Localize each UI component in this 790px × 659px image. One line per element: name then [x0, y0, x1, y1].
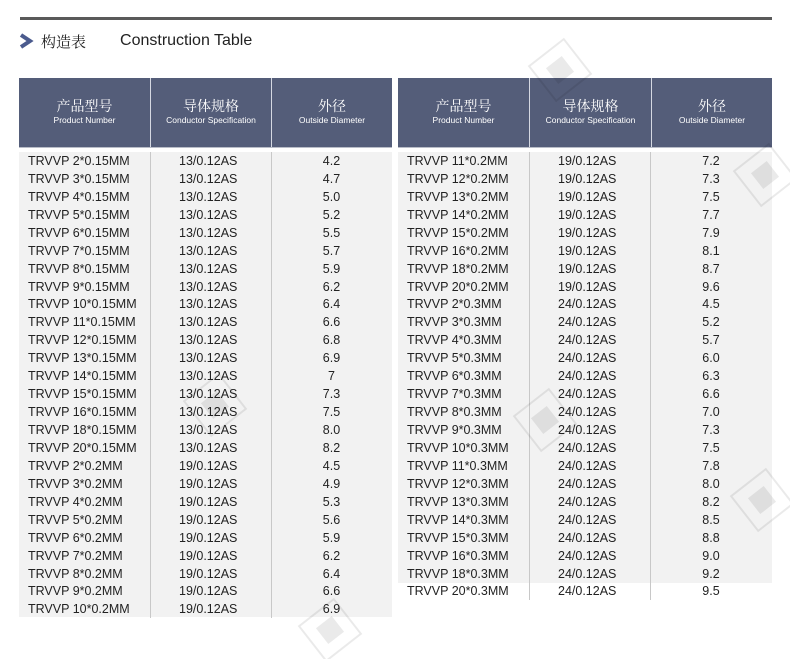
- product-number-cell: TRVVP 3*0.3MM: [407, 315, 502, 330]
- conductor-spec-cell: 19/0.12AS: [179, 458, 238, 473]
- conductor-spec-cell: 13/0.12AS: [179, 405, 238, 420]
- product-number-cell: TRVVP 11*0.2MM: [407, 153, 508, 168]
- column-header-en: Outside Diameter: [678, 115, 746, 125]
- outside-diameter-cell: 6.6: [322, 584, 341, 599]
- product-number-cell: TRVVP 7*0.2MM: [28, 548, 123, 563]
- table-row: [19, 439, 392, 457]
- conductor-spec-cell: 13/0.12AS: [179, 261, 238, 276]
- column-header-en: Product Number: [53, 115, 116, 125]
- conductor-spec-cell: 24/0.12AS: [558, 387, 617, 402]
- outside-diameter-cell: 5.6: [322, 512, 341, 527]
- outside-diameter-cell: 8.0: [322, 423, 341, 438]
- product-number-cell: TRVVP 7*0.3MM: [407, 387, 502, 402]
- conductor-spec-cell: 24/0.12AS: [558, 512, 617, 527]
- conductor-spec-cell: 19/0.12AS: [179, 530, 238, 545]
- table-row: [398, 188, 772, 206]
- product-number-cell: TRVVP 6*0.3MM: [407, 369, 502, 384]
- product-number-cell: TRVVP 2*0.2MM: [28, 458, 123, 473]
- table-row: [398, 385, 772, 403]
- conductor-spec-cell: 13/0.12AS: [179, 243, 238, 258]
- table-row: [19, 565, 392, 583]
- conductor-spec-cell: 24/0.12AS: [558, 566, 617, 581]
- column-divider: [529, 152, 530, 600]
- conductor-spec-cell: 19/0.12AS: [179, 548, 238, 563]
- table-row: [19, 600, 392, 618]
- column-header-cn: 产品型号: [56, 99, 113, 115]
- table-row: [398, 511, 772, 529]
- section-header: [18, 30, 252, 52]
- table-row: [19, 511, 392, 529]
- product-number-cell: TRVVP 6*0.15MM: [28, 225, 130, 240]
- outside-diameter-cell: 9.6: [702, 279, 720, 294]
- table-row: [19, 188, 392, 206]
- table-row: [19, 529, 392, 547]
- chevron-right-icon: [18, 31, 36, 51]
- outside-diameter-cell: 6.6: [322, 315, 341, 330]
- construction-table-right: [398, 78, 772, 599]
- outside-diameter-cell: 7: [328, 369, 335, 384]
- conductor-spec-cell: 19/0.12AS: [558, 171, 617, 186]
- product-number-cell: TRVVP 8*0.3MM: [407, 405, 502, 420]
- table-row: [398, 278, 772, 296]
- column-divider: [271, 152, 272, 618]
- table-row: [398, 224, 772, 242]
- table-row: [398, 367, 772, 385]
- conductor-spec-cell: 13/0.12AS: [179, 225, 238, 240]
- product-number-cell: TRVVP 5*0.2MM: [28, 512, 123, 527]
- table-row: [19, 421, 392, 439]
- outside-diameter-cell: 4.5: [322, 458, 341, 473]
- table-body: [19, 152, 392, 618]
- outside-diameter-cell: 5.2: [322, 207, 341, 222]
- product-number-cell: TRVVP 15*0.15MM: [28, 387, 137, 402]
- table-row: [19, 349, 392, 367]
- product-number-cell: TRVVP 16*0.3MM: [407, 548, 509, 563]
- table-row: [398, 529, 772, 547]
- conductor-spec-cell: 24/0.12AS: [558, 333, 617, 348]
- conductor-spec-cell: 19/0.12AS: [179, 602, 238, 617]
- product-number-cell: TRVVP 20*0.15MM: [28, 440, 137, 455]
- product-number-cell: TRVVP 18*0.15MM: [28, 423, 137, 438]
- table-row: [398, 313, 772, 331]
- product-number-cell: TRVVP 9*0.2MM: [28, 584, 123, 599]
- product-number-cell: TRVVP 14*0.3MM: [407, 512, 509, 527]
- column-header-product: [19, 78, 150, 147]
- column-header-cn: 外径: [698, 99, 726, 115]
- column-header-cn: 导体规格: [562, 99, 619, 115]
- product-number-cell: TRVVP 2*0.3MM: [407, 297, 502, 312]
- product-number-cell: TRVVP 12*0.3MM: [407, 476, 509, 491]
- table-row: [19, 260, 392, 278]
- product-number-cell: TRVVP 7*0.15MM: [28, 243, 130, 258]
- table-row: [398, 475, 772, 493]
- table-row: [398, 152, 772, 170]
- table-row: [398, 260, 772, 278]
- outside-diameter-cell: 6.0: [702, 351, 720, 366]
- outside-diameter-cell: 8.2: [322, 440, 341, 455]
- table-row: [398, 206, 772, 224]
- outside-diameter-cell: 7.0: [702, 405, 720, 420]
- product-number-cell: TRVVP 10*0.3MM: [407, 440, 509, 455]
- conductor-spec-cell: 19/0.12AS: [558, 261, 617, 276]
- outside-diameter-cell: 7.7: [702, 207, 720, 222]
- conductor-spec-cell: 19/0.12AS: [558, 207, 617, 222]
- product-number-cell: TRVVP 14*0.15MM: [28, 369, 137, 384]
- conductor-spec-cell: 19/0.12AS: [558, 153, 617, 168]
- product-number-cell: TRVVP 9*0.15MM: [28, 279, 130, 294]
- outside-diameter-cell: 7.5: [702, 189, 720, 204]
- conductor-spec-cell: 13/0.12AS: [179, 315, 238, 330]
- product-number-cell: TRVVP 11*0.3MM: [407, 458, 508, 473]
- conductor-spec-cell: 13/0.12AS: [179, 387, 238, 402]
- conductor-spec-cell: 19/0.12AS: [558, 189, 617, 204]
- conductor-spec-cell: 19/0.12AS: [558, 225, 617, 240]
- outside-diameter-cell: 8.2: [702, 494, 720, 509]
- column-divider: [150, 152, 151, 618]
- table-row: [398, 296, 772, 314]
- product-number-cell: TRVVP 15*0.2MM: [407, 225, 509, 240]
- table-row: [19, 206, 392, 224]
- product-number-cell: TRVVP 13*0.3MM: [407, 494, 509, 509]
- table-header: [19, 78, 392, 147]
- outside-diameter-cell: 4.9: [322, 476, 341, 491]
- product-number-cell: TRVVP 20*0.3MM: [407, 584, 509, 599]
- conductor-spec-cell: 13/0.12AS: [179, 440, 238, 455]
- table-row: [398, 170, 772, 188]
- table-row: [398, 457, 772, 475]
- column-header-conductor: [150, 78, 271, 147]
- conductor-spec-cell: 24/0.12AS: [558, 494, 617, 509]
- conductor-spec-cell: 19/0.12AS: [179, 566, 238, 581]
- outside-diameter-cell: 6.2: [322, 279, 341, 294]
- column-header-en: Outside Diameter: [298, 115, 366, 125]
- section-title-en: Construction Table: [120, 32, 253, 49]
- table-row: [19, 224, 392, 242]
- conductor-spec-cell: 13/0.12AS: [179, 351, 238, 366]
- product-number-cell: TRVVP 11*0.15MM: [28, 315, 136, 330]
- table-row: [398, 349, 772, 367]
- outside-diameter-cell: 7.3: [322, 387, 341, 402]
- table-row: [398, 421, 772, 439]
- table-row: [19, 493, 392, 511]
- column-header-en: Conductor Specification: [545, 115, 636, 125]
- product-number-cell: TRVVP 4*0.2MM: [28, 494, 123, 509]
- conductor-spec-cell: 24/0.12AS: [558, 369, 617, 384]
- conductor-spec-cell: 24/0.12AS: [558, 548, 617, 563]
- outside-diameter-cell: 6.8: [322, 333, 341, 348]
- outside-diameter-cell: 6.3: [702, 369, 720, 384]
- conductor-spec-cell: 24/0.12AS: [558, 315, 617, 330]
- conductor-spec-cell: 24/0.12AS: [558, 423, 617, 438]
- conductor-spec-cell: 13/0.12AS: [179, 279, 238, 294]
- table-body: [398, 152, 772, 600]
- product-number-cell: TRVVP 8*0.15MM: [28, 261, 130, 276]
- table-row: [398, 403, 772, 421]
- outside-diameter-cell: 8.0: [702, 476, 720, 491]
- conductor-spec-cell: 24/0.12AS: [558, 405, 617, 420]
- conductor-spec-cell: 13/0.12AS: [179, 171, 238, 186]
- product-number-cell: TRVVP 18*0.2MM: [407, 261, 509, 276]
- table-row: [19, 242, 392, 260]
- outside-diameter-cell: 6.9: [322, 602, 341, 617]
- product-number-cell: TRVVP 4*0.3MM: [407, 333, 502, 348]
- conductor-spec-cell: 24/0.12AS: [558, 584, 617, 599]
- outside-diameter-cell: 5.5: [322, 225, 341, 240]
- product-number-cell: TRVVP 13*0.2MM: [407, 189, 509, 204]
- product-number-cell: TRVVP 20*0.2MM: [407, 279, 509, 294]
- column-header-en: Product Number: [432, 115, 495, 125]
- conductor-spec-cell: 13/0.12AS: [179, 153, 238, 168]
- product-number-cell: TRVVP 5*0.15MM: [28, 207, 130, 222]
- column-header-diameter: [271, 78, 392, 147]
- product-number-cell: TRVVP 4*0.15MM: [28, 189, 130, 204]
- outside-diameter-cell: 6.4: [322, 566, 341, 581]
- product-number-cell: TRVVP 8*0.2MM: [28, 566, 123, 581]
- column-header-conductor: [529, 78, 651, 147]
- table-row: [19, 278, 392, 296]
- outside-diameter-cell: 4.5: [702, 297, 720, 312]
- column-header-cn: 导体规格: [183, 99, 239, 115]
- product-number-cell: TRVVP 15*0.3MM: [407, 530, 509, 545]
- column-header-en: Conductor Specification: [166, 115, 256, 125]
- outside-diameter-cell: 7.3: [702, 171, 720, 186]
- outside-diameter-cell: 9.5: [702, 584, 720, 599]
- table-row: [398, 547, 772, 565]
- product-number-cell: TRVVP 10*0.15MM: [28, 297, 137, 312]
- conductor-spec-cell: 19/0.12AS: [558, 243, 617, 258]
- table-row: [19, 331, 392, 349]
- conductor-spec-cell: 24/0.12AS: [558, 458, 617, 473]
- outside-diameter-cell: 9.0: [702, 548, 720, 563]
- product-number-cell: TRVVP 3*0.15MM: [28, 171, 130, 186]
- table-row: [19, 475, 392, 493]
- conductor-spec-cell: 13/0.12AS: [179, 369, 238, 384]
- table-row: [19, 583, 392, 601]
- table-row: [398, 493, 772, 511]
- outside-diameter-cell: 5.7: [322, 243, 341, 258]
- column-header-cn: 外径: [318, 99, 346, 115]
- product-number-cell: TRVVP 9*0.3MM: [407, 423, 502, 438]
- product-number-cell: TRVVP 16*0.15MM: [28, 405, 137, 420]
- product-number-cell: TRVVP 3*0.2MM: [28, 476, 123, 491]
- product-number-cell: TRVVP 12*0.2MM: [407, 171, 509, 186]
- table-row: [398, 565, 772, 583]
- product-number-cell: TRVVP 2*0.15MM: [28, 153, 130, 168]
- conductor-spec-cell: 19/0.12AS: [179, 584, 238, 599]
- outside-diameter-cell: 4.2: [322, 153, 341, 168]
- table-row: [398, 331, 772, 349]
- outside-diameter-cell: 8.1: [702, 243, 720, 258]
- section-title-cn: 构造表: [41, 32, 87, 51]
- outside-diameter-cell: 7.2: [702, 153, 720, 168]
- column-header-cn: 产品型号: [435, 99, 492, 115]
- outside-diameter-cell: 6.4: [322, 297, 341, 312]
- outside-diameter-cell: 5.0: [322, 189, 341, 204]
- table-row: [19, 367, 392, 385]
- product-number-cell: TRVVP 14*0.2MM: [407, 207, 509, 222]
- construction-table-left: [19, 78, 392, 617]
- outside-diameter-cell: 8.7: [702, 261, 720, 276]
- product-number-cell: TRVVP 18*0.3MM: [407, 566, 509, 581]
- table-row: [19, 296, 392, 314]
- outside-diameter-cell: 8.5: [702, 512, 720, 527]
- outside-diameter-cell: 5.2: [702, 315, 720, 330]
- product-number-cell: TRVVP 12*0.15MM: [28, 333, 137, 348]
- outside-diameter-cell: 7.5: [322, 405, 341, 420]
- outside-diameter-cell: 6.6: [702, 387, 720, 402]
- conductor-spec-cell: 19/0.12AS: [558, 279, 617, 294]
- column-divider: [650, 152, 651, 600]
- outside-diameter-cell: 5.9: [322, 261, 341, 276]
- outside-diameter-cell: 7.9: [702, 225, 720, 240]
- conductor-spec-cell: 13/0.12AS: [179, 207, 238, 222]
- table-row: [19, 385, 392, 403]
- outside-diameter-cell: 4.7: [322, 171, 341, 186]
- outside-diameter-cell: 9.2: [702, 566, 720, 581]
- outside-diameter-cell: 5.3: [322, 494, 341, 509]
- table-header: [398, 78, 772, 147]
- product-number-cell: TRVVP 10*0.2MM: [28, 602, 130, 617]
- table-row: [19, 313, 392, 331]
- conductor-spec-cell: 19/0.12AS: [179, 512, 238, 527]
- table-row: [398, 439, 772, 457]
- table-row: [19, 170, 392, 188]
- column-header-product: [398, 78, 529, 147]
- conductor-spec-cell: 19/0.12AS: [179, 476, 238, 491]
- conductor-spec-cell: 24/0.12AS: [558, 530, 617, 545]
- outside-diameter-cell: 7.8: [702, 458, 720, 473]
- outside-diameter-cell: 5.7: [702, 333, 720, 348]
- product-number-cell: TRVVP 6*0.2MM: [28, 530, 123, 545]
- conductor-spec-cell: 24/0.12AS: [558, 476, 617, 491]
- conductor-spec-cell: 13/0.12AS: [179, 297, 238, 312]
- conductor-spec-cell: 19/0.12AS: [179, 494, 238, 509]
- table-row: [19, 457, 392, 475]
- product-number-cell: TRVVP 5*0.3MM: [407, 351, 502, 366]
- table-row: [19, 403, 392, 421]
- column-header-diameter: [651, 78, 772, 147]
- outside-diameter-cell: 6.2: [322, 548, 341, 563]
- conductor-spec-cell: 24/0.12AS: [558, 351, 617, 366]
- outside-diameter-cell: 6.9: [322, 351, 341, 366]
- outside-diameter-cell: 7.3: [702, 423, 720, 438]
- table-row: [19, 152, 392, 170]
- conductor-spec-cell: 13/0.12AS: [179, 333, 238, 348]
- table-row: [19, 547, 392, 565]
- product-number-cell: TRVVP 16*0.2MM: [407, 243, 509, 258]
- table-row: [398, 242, 772, 260]
- product-number-cell: TRVVP 13*0.15MM: [28, 351, 137, 366]
- conductor-spec-cell: 24/0.12AS: [558, 297, 617, 312]
- top-rule: [20, 17, 772, 20]
- outside-diameter-cell: 5.9: [322, 530, 341, 545]
- conductor-spec-cell: 24/0.12AS: [558, 440, 617, 455]
- outside-diameter-cell: 7.5: [702, 440, 720, 455]
- conductor-spec-cell: 13/0.12AS: [179, 189, 238, 204]
- table-row: [398, 583, 772, 601]
- outside-diameter-cell: 8.8: [702, 530, 720, 545]
- conductor-spec-cell: 13/0.12AS: [179, 423, 238, 438]
